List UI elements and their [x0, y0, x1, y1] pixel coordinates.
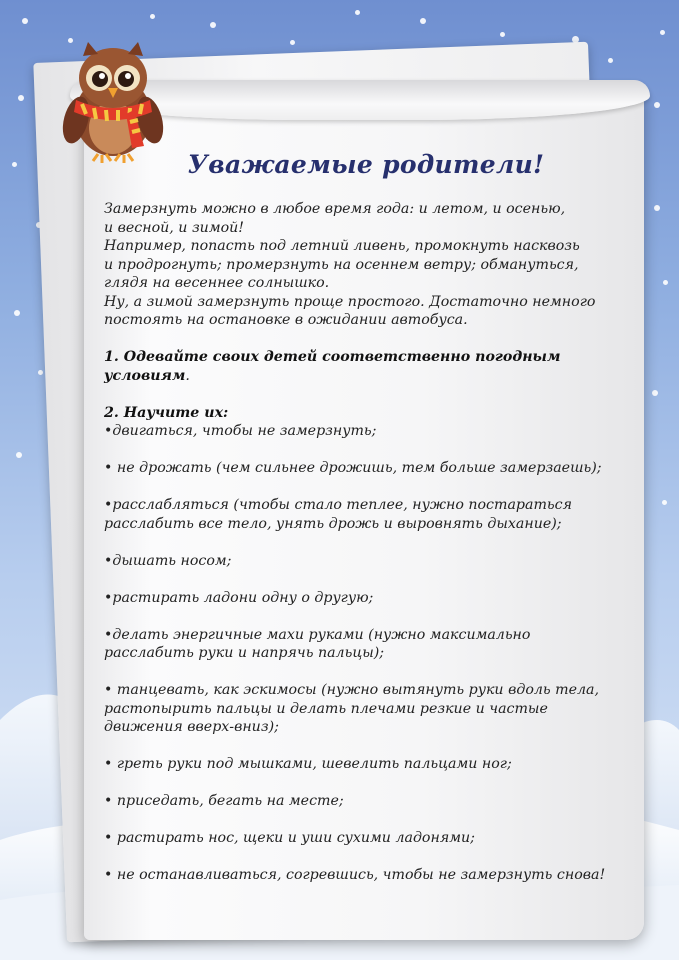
intro-line: и продрогнуть; промерзнуть на осеннем ветру; обмануться, [104, 256, 579, 273]
bullet-symbol: • [104, 830, 113, 846]
bullet-symbol: • [104, 626, 113, 643]
bullet-text: расслабляться (чтобы стало теплее, нужно постараться [112, 497, 572, 513]
bullet-text: танцевать, как эскимосы (нужно вытянуть руки вдоль тела, [116, 682, 599, 698]
bullet-item [104, 626, 634, 663]
intro-line: постоять на остановке в ожидании автобуса. [104, 312, 468, 328]
bullet-symbol: • [104, 756, 113, 772]
bullet-symbol: • [104, 793, 113, 809]
bullet-text: греть руки под мышками, шевелить пальцами ног; [116, 756, 512, 772]
bullet-symbol: • [104, 460, 113, 476]
owl-with-scarf-illustration [58, 38, 168, 163]
page-title: Уважаемые родители! [187, 150, 545, 179]
point-1-period: . [185, 367, 190, 384]
bullet-item [104, 422, 634, 441]
bullet-item [104, 792, 634, 811]
point-1-line-bold: условиям [104, 367, 186, 384]
bullet-item [104, 552, 634, 571]
bullet-text: не останавливаться, согревшись, чтобы не замерзнуть снова! [116, 867, 606, 883]
bullet-text: делать энергичные махи руками (нужно максимально [112, 626, 531, 643]
bullet-item [104, 589, 634, 608]
document-body [104, 200, 634, 885]
bullet-symbol: • [104, 589, 113, 606]
bullet-text: двигаться, чтобы не замерзнуть; [112, 423, 377, 439]
bullet-text: расслабить руки и напрячь пальцы); [104, 645, 385, 661]
bullet-text: растопырить пальцы и делать плечами резкие и частые [104, 700, 548, 717]
point-2 [104, 404, 634, 885]
intro-line: и весной, и зимой! [104, 219, 244, 236]
point-1-line [104, 367, 634, 386]
bullet-symbol: • [104, 682, 113, 698]
bullet-text: дышать носом; [112, 552, 232, 569]
bullet-text: движения вверх-вниз); [104, 719, 279, 735]
bullet-text: расслабить все тело, унять дрожь и выровнять дыхание); [104, 515, 562, 532]
intro-line: Замерзнуть можно в любое время года: и летом, и осенью, [104, 201, 566, 217]
bullet-item [104, 755, 634, 774]
bullet-item [104, 681, 634, 737]
point-1-line: 1. Одевайте своих детей соответственно погодным [104, 349, 561, 365]
bullet-text: не дрожать (чем сильнее дрожишь, тем больше замерзаешь); [116, 460, 602, 476]
bullet-symbol: • [104, 867, 113, 883]
intro-line: Ну, а зимой замерзнуть проще простого. Достаточно немного [104, 293, 596, 310]
intro-line: Например, попасть под летний ливень, промокнуть насквозь [104, 238, 580, 254]
bullet-symbol: • [104, 497, 113, 513]
bullet-text: растирать ладони одну о другую; [112, 589, 374, 606]
bullet-item [104, 829, 634, 848]
intro-line: глядя на весеннее солнышко. [104, 275, 330, 291]
point-2-heading: 2. Научите их: [104, 404, 229, 421]
bullet-item [104, 866, 634, 885]
bullet-item [104, 496, 634, 533]
bullet-text: растирать нос, щеки и уши сухими ладонями; [116, 830, 475, 846]
intro-paragraph [104, 200, 634, 330]
bullet-symbol: • [104, 423, 113, 439]
bullet-symbol: • [104, 552, 113, 569]
bullet-text: приседать, бегать на месте; [116, 793, 344, 809]
bullet-item [104, 459, 634, 478]
point-1 [104, 348, 634, 385]
